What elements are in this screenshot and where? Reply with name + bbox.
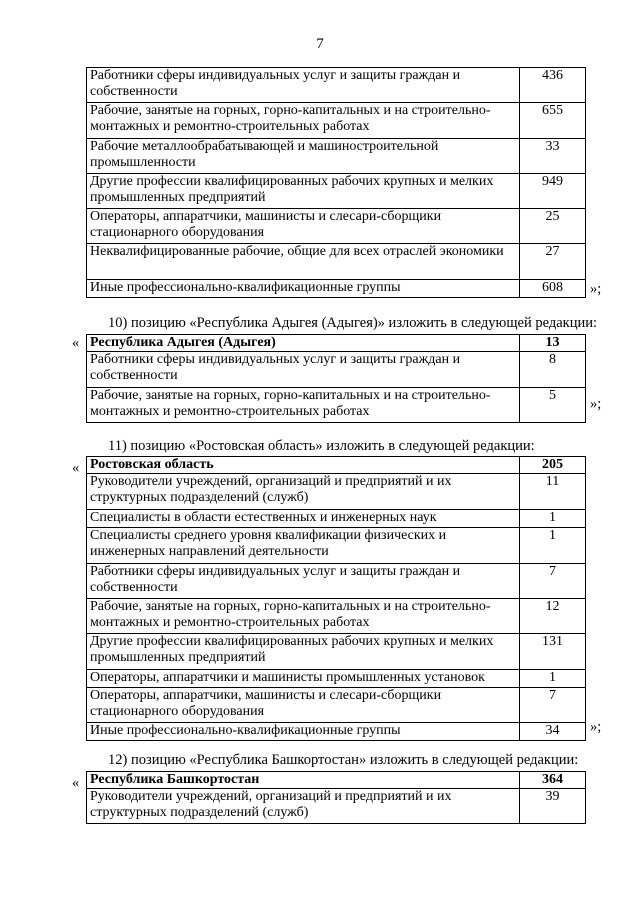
table-row: [87, 528, 586, 564]
table-continuation: [86, 67, 586, 298]
row-value: 5: [520, 388, 586, 423]
row-label: Руководители учреждений, организаций и предприятий и их структурных подразделений (служб): [87, 474, 520, 510]
row-label: Рабочие металлообрабатывающей и машиностроительной промышленности: [87, 139, 520, 174]
table-header-row: [87, 335, 586, 352]
table-row: [87, 789, 586, 824]
region-name: Республика Башкортостан: [87, 772, 520, 789]
row-value: 1: [520, 510, 586, 528]
row-value: 27: [520, 244, 586, 280]
section11-intro: 11) позицию «Ростовская область» изложить в следующей редакции:: [108, 438, 535, 454]
page-number: 7: [316, 36, 324, 52]
table-row: [87, 244, 586, 280]
table-rostov: [86, 456, 586, 741]
row-value: 33: [520, 139, 586, 174]
row-value: 25: [520, 209, 586, 244]
table-row: [87, 474, 586, 510]
row-value: 39: [520, 789, 586, 824]
section12-intro: 12) позицию «Республика Башкортостан» изложить в следующей редакции:: [108, 752, 579, 768]
section10-intro: 10) позицию «Республика Адыгея (Адыгея)» изложить в следующей редакции:: [108, 315, 598, 331]
row-value: 8: [520, 352, 586, 388]
row-label: Операторы, аппаратчики, машинисты и слесари-сборщики стационарного оборудования: [87, 688, 520, 723]
table-adygea: [86, 334, 586, 423]
row-label: Другие профессии квалифицированных рабочих крупных и мелких промышленных предприятий: [87, 174, 520, 209]
row-value: 655: [520, 103, 586, 139]
row-label: Операторы, аппаратчики и машинисты промышленных установок: [87, 670, 520, 688]
region-total: 364: [520, 772, 586, 789]
table-row: [87, 688, 586, 723]
row-label: Рабочие, занятые на горных, горно-капитальных и на строительно-монтажных и ремонтно-строительных работах: [87, 388, 520, 423]
table-row: [87, 139, 586, 174]
row-value: 131: [520, 634, 586, 670]
row-value: 12: [520, 599, 586, 634]
open-quote: «: [72, 775, 80, 791]
table-row: [87, 388, 586, 423]
row-label: Рабочие, занятые на горных, горно-капитальных и на строительно-монтажных и ремонтно-строительных работах: [87, 599, 520, 634]
table-row: [87, 723, 586, 741]
table-row: [87, 634, 586, 670]
table-row: [87, 103, 586, 139]
table-row: [87, 280, 586, 298]
close-mark: »;: [590, 281, 602, 297]
close-mark: »;: [590, 719, 602, 735]
row-label: Другие профессии квалифицированных рабочих крупных и мелких промышленных предприятий: [87, 634, 520, 670]
table-row: [87, 599, 586, 634]
region-total: 13: [520, 335, 586, 352]
region-name: Ростовская область: [87, 457, 520, 474]
table-row: [87, 68, 586, 103]
row-value: 34: [520, 723, 586, 741]
row-label: Работники сферы индивидуальных услуг и защиты граждан и собственности: [87, 68, 520, 103]
row-label: Неквалифицированные рабочие, общие для всех отраслей экономики: [87, 244, 520, 280]
row-label: Специалисты в области естественных и инженерных наук: [87, 510, 520, 528]
table-row: [87, 510, 586, 528]
table-row: [87, 670, 586, 688]
table-bashkortostan: [86, 771, 586, 824]
table-row: [87, 174, 586, 209]
table-row: [87, 564, 586, 599]
region-total: 205: [520, 457, 586, 474]
row-label: Специалисты среднего уровня квалификации физических и инженерных направлений деятельности: [87, 528, 520, 564]
open-quote: «: [72, 335, 80, 351]
table-header-row: [87, 772, 586, 789]
row-value: 949: [520, 174, 586, 209]
row-label: Работники сферы индивидуальных услуг и защиты граждан и собственности: [87, 352, 520, 388]
region-name: Республика Адыгея (Адыгея): [87, 335, 520, 352]
row-label: Иные профессионально-квалификационные группы: [87, 280, 520, 298]
row-value: 436: [520, 68, 586, 103]
row-label: Руководители учреждений, организаций и предприятий и их структурных подразделений (служб): [87, 789, 520, 824]
table-row: [87, 352, 586, 388]
row-label: Рабочие, занятые на горных, горно-капитальных и на строительно-монтажных и ремонтно-строительных работах: [87, 103, 520, 139]
row-value: 608: [520, 280, 586, 298]
row-value: 11: [520, 474, 586, 510]
table-header-row: [87, 457, 586, 474]
close-mark: »;: [590, 396, 602, 412]
row-value: 7: [520, 564, 586, 599]
row-value: 7: [520, 688, 586, 723]
open-quote: «: [72, 460, 80, 476]
row-label: Работники сферы индивидуальных услуг и защиты граждан и собственности: [87, 564, 520, 599]
row-value: 1: [520, 528, 586, 564]
row-label: Операторы, аппаратчики, машинисты и слесари-сборщики стационарного оборудования: [87, 209, 520, 244]
table-row: [87, 209, 586, 244]
row-label: Иные профессионально-квалификационные группы: [87, 723, 520, 741]
row-value: 1: [520, 670, 586, 688]
